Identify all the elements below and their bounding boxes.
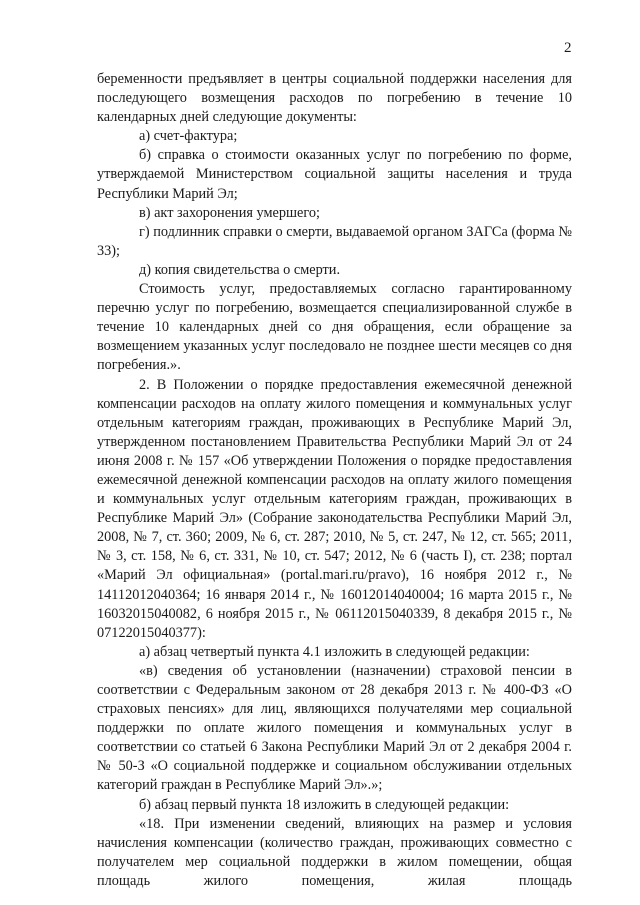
list-item-b: б) справка о стоимости оказанных услуг по погребению по форме, утверждаемой Министерством социальной защиты населения и труда Республики Марий Эл;	[97, 147, 572, 202]
paragraph-section-2: 2. В Положении о порядке предоставления ежемесячной денежной компенсации расходов на оплату жилого помещения и коммунальных услуг отдельным категориям граждан, проживающих в Республике Марий Эл, утвержденном постановлением Правительства Республики Марий Эл от 24 июня 2008 г. № 157 «Об утверждении Положения о порядке предоставления ежемесячной денежной компенсации расходов на оплату жилого помещения и коммунальных услуг отдельным категориям граждан, проживающих в Республике Марий Эл» (Собрание законодательства Республики Марий Эл, 2008, № 7, ст. 360; 2009, № 6, ст. 287; 2010, № 5, ст. 247, № 12, ст. 565; 2011, № 3, ст. 158, № 6, ст. 331, № 10, ст. 547; 2012, № 6 (часть I), ст. 238; портал «Марий Эл официальная» (portal.mari.ru/pravo), 16 ноября 2012 г., № 14112012040364; 16 января 2014 г., № 16012014040004; 16 марта 2015 г., № 16032015040082, 6 ноября 2015 г., № 06112015040339, 8 декабря 2015 г., № 07122015040377):	[97, 376, 572, 641]
list-item-g: г) подлинник справки о смерти, выдаваемой органом ЗАГСа (форма № 33);	[97, 223, 572, 259]
list-item-d: д) копия свидетельства о смерти.	[139, 261, 341, 278]
list-item-a: а) счет-фактура;	[139, 128, 238, 145]
paragraph-cost: Стоимость услуг, предоставляемых согласно гарантированному перечню услуг по погребению, возмещается специализированной службе в течение 10 календарных дней со дня обращения, если обращение за возмещением указанных услуг последовало не позднее шести месяцев со дня погребения.».	[97, 281, 572, 374]
paragraph-continuation: беременности предъявляет в центры социальной поддержки населения для последующего возмещения расходов по погребению в течение 10 календарных дней следующие документы:	[97, 71, 572, 126]
paragraph-quote-18: «18. При изменении сведений, влияющих на размер и условия начисления компенсации (количество граждан, проживающих совместно с получателем мер социальной поддержки в жилом помещении, общая площадь жилого помещения, жилая площадь	[97, 815, 572, 889]
page-number: 2	[564, 40, 572, 56]
list-item-v: в) акт захоронения умершего;	[139, 204, 320, 221]
paragraph-quote-v: «в) сведения об установлении (назначении) страховой пенсии в соответствии с Федеральным законом от 28 декабря 2013 г. № 400-ФЗ «О страховых пенсиях» для лиц, являющихся получателями мер социальной поддержки по оплате жилого помещения и коммунальных услуг в соответствии со статьей 6 Закона Республики Марий Эл от 2 декабря 2004 г. № 50-З «О социальной поддержке и социальном обслуживании отдельных категорий граждан в Республике Марий Эл».»;	[97, 662, 572, 794]
paragraph-amend-b: б) абзац первый пункта 18 изложить в следующей редакции:	[139, 796, 510, 813]
document-body	[97, 70, 572, 891]
paragraph-amend-a: а) абзац четвертый пункта 4.1 изложить в следующей редакции:	[139, 643, 530, 660]
